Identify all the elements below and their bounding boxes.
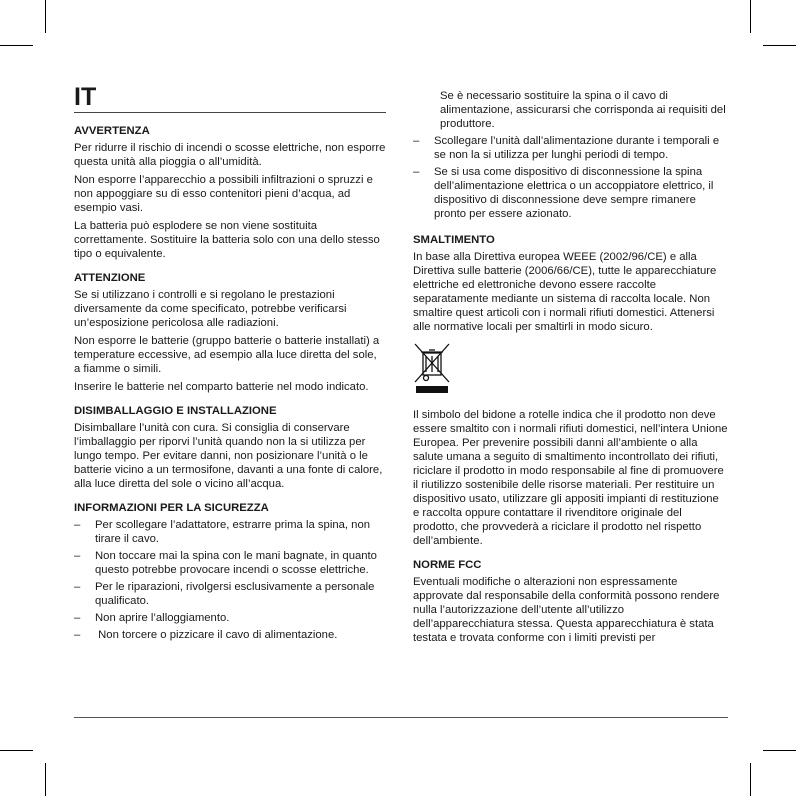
section-title: SMALTIMENTO	[413, 234, 495, 246]
dash-marker: –	[413, 135, 420, 147]
paragraph: Non esporre l’apparecchio a possibili infiltrazioni o spruzzi e non appoggiare su di esso contenitori pieni d’acqua, ad esempio vasi.	[74, 174, 373, 214]
paragraph: Inserire le batterie nel comparto batterie nel modo indicato.	[74, 381, 369, 393]
paragraph: Il simbolo del bidone a rotelle indica che il prodotto non deve essere smaltito con i normali rifiuti domestici, nell’intera Unione Europea. Per prevenire possibili danni all’ambiente o alla salute umana a seguito di smaltimento incontrollato dei rifiuti, riciclare il prodotto in modo responsabile al fine di promuovere il riutilizzo sostenibile delle risorse materiali. Per restituire un dispositivo usato, utilizzare gli appositi impianti di restituzione e raccolta oppure contattare il rivenditore originale del prodotto, che provvederà a riciclare il prodotto nel rispetto dell’ambiente.	[413, 409, 728, 547]
dash-marker: –	[74, 519, 81, 531]
left-column	[74, 83, 386, 645]
list-item	[413, 134, 728, 162]
paragraph: In base alla Direttiva europea WEEE (2002/96/CE) e alla Direttiva sulle batterie (2006/66/CE), tutte le apparecchiature elettriche ed elettroniche devono essere raccolte separatamente mediante un sistema di raccolta locale. Non smaltire quest articoli con i normali rifiuti domestici. Attenersi alle normative locali per smaltirli in modo sicuro.	[413, 251, 717, 333]
crop-mark-bottom-left-vertical	[45, 763, 46, 796]
paragraph: Non esporre le batterie (gruppo batterie o batterie installati) a temperature eccessive, ad esempio alla luce diretta del sole, a fiamme o simili.	[74, 335, 380, 375]
section-avvertenza	[74, 124, 386, 261]
section-disimballaggio	[74, 404, 386, 491]
list-item-text: Scollegare l’unità dall’alimentazione durante i temporali e se non la si utilizza per lunghi periodi di tempo.	[434, 135, 720, 161]
list-item	[74, 628, 386, 642]
section-sicurezza	[74, 501, 386, 642]
dash-marker: –	[413, 166, 420, 178]
header-rule	[74, 112, 386, 113]
section-title: DISIMBALLAGGIO E INSTALLAZIONE	[74, 405, 277, 417]
crop-mark-top-right-horizontal	[763, 45, 796, 46]
list-item-text: Per le riparazioni, rivolgersi esclusivamente a personale qualificato.	[95, 581, 375, 607]
dash-marker: –	[74, 629, 81, 641]
continued-list-text: Se è necessario sostituire la spina o il cavo di alimentazione, assicurarsi che corrisponda ai requisiti del produttore.	[440, 90, 726, 130]
paragraph: Per ridurre il rischio di incendi o scosse elettriche, non esporre questa unità alla pioggia o all’umidità.	[74, 142, 386, 168]
dash-marker: –	[74, 612, 81, 624]
dash-marker: –	[74, 550, 81, 562]
list-item-text: Non aprire l’alloggiamento.	[95, 612, 230, 624]
crop-mark-bottom-right-horizontal	[763, 750, 796, 751]
crop-mark-top-left-vertical	[45, 0, 46, 33]
paragraph: La batteria può esplodere se non viene sostituita correttamente. Sostituire la batteria solo con una dello stesso tipo o equivalente.	[74, 220, 380, 260]
crossed-out-wheelie-bin-icon	[413, 342, 451, 394]
list-item	[74, 580, 386, 608]
section-title: ATTENZIONE	[74, 272, 146, 284]
crop-mark-top-right-vertical	[750, 0, 751, 33]
list-item	[74, 611, 386, 625]
list-item-text: Per scollegare l’adattatore, estrarre prima la spina, non tirare il cavo.	[95, 519, 371, 545]
section-smaltimento	[413, 233, 728, 548]
list-item-text: Non toccare mai la spina con le mani bagnate, in quanto questo potrebbe provocare incendi o scosse elettriche.	[95, 550, 377, 576]
section-title: NORME FCC	[413, 559, 482, 571]
section-title: AVVERTENZA	[74, 125, 150, 137]
list-item-text: Non torcere o pizzicare il cavo di alimentazione.	[95, 629, 338, 641]
crop-mark-bottom-left-horizontal	[0, 750, 33, 751]
paragraph: Se si utilizzano i controlli e si regolano le prestazioni diversamente da come specificato, potrebbe verificarsi un’esposizione pericolosa alle radiazioni.	[74, 289, 347, 329]
list-item	[74, 518, 386, 546]
list-item-text: Se si usa come dispositivo di disconnessione la spina dell’alimentazione elettrica o un accoppiatore elettrico, il dispositivo di disconnessione deve sempre rimanere pronto per essere azionato.	[434, 166, 714, 220]
list-item	[74, 549, 386, 577]
paragraph: Disimballare l’unità con cura. Si consiglia di conservare l’imballaggio per riporvi l’unità quando non la si utilizza per lungo tempo. Per evitare danni, non posizionare l’unità o le batterie vicino a un termosifone, davanti a una fonte di calore, alla luce diretta del sole o vicino all’acqua.	[74, 422, 383, 490]
section-fcc	[413, 558, 728, 645]
language-code: IT	[74, 83, 97, 111]
crop-mark-bottom-right-vertical	[750, 763, 751, 796]
section-attenzione	[74, 271, 386, 394]
section-title: INFORMAZIONI PER LA SICUREZZA	[74, 502, 269, 514]
crop-mark-top-left-horizontal	[0, 45, 33, 46]
paragraph: Eventuali modifiche o alterazioni non espressamente approvate dal responsabile della conformità possono rendere nulla l’autorizzazione dell’utente all’utilizzo dell’apparecchiatura stessa. Questa apparecchiatura è stata testata e trovata conforme con i limiti previsti per	[413, 576, 720, 644]
dash-marker: –	[74, 581, 81, 593]
footer-rule	[74, 717, 728, 718]
right-column	[413, 89, 728, 649]
list-item	[413, 165, 728, 221]
